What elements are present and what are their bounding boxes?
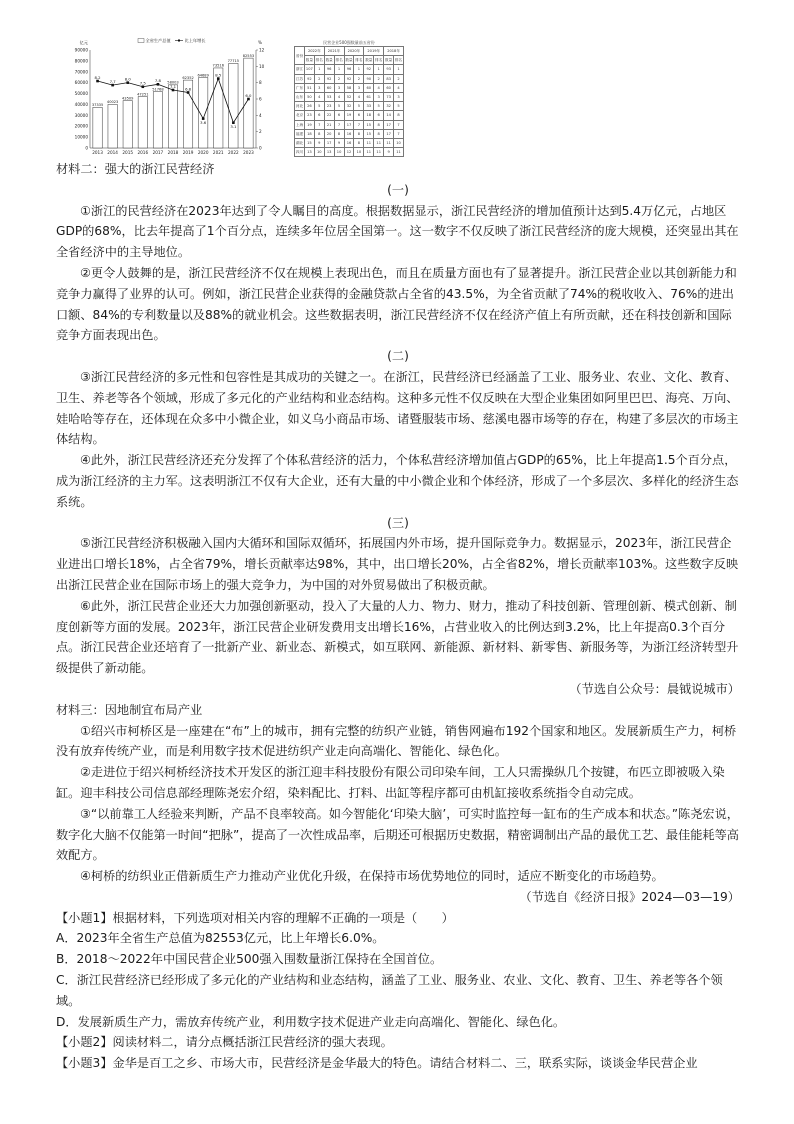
- left-tick-label: 20000: [74, 123, 88, 129]
- right-axis-unit: %: [258, 40, 262, 45]
- table-cell: 92: [364, 65, 374, 74]
- table-cell: 15: [364, 120, 374, 129]
- table-cell: 13: [304, 148, 314, 157]
- table-subheader-cell: 数量: [344, 56, 354, 65]
- table-cell: 8: [314, 129, 324, 138]
- growth-value-label: 3.6: [200, 119, 207, 125]
- table-cell: 10: [314, 148, 324, 157]
- table-subheader-cell: 数量: [364, 56, 374, 65]
- table-row: [295, 83, 404, 92]
- right-tick-label: 4: [259, 112, 262, 118]
- option-d: D．发展新质生产力，需放弃传统产业，利用数字技术促进产业走向高端化、智能化、绿色化。: [56, 1014, 566, 1029]
- material2-paragraph-2: ②更令人鼓舞的是，浙江民营经济不仅在规模上表现出色，而且在质量方面也有了显著提升。浙江民营企业以其创新能力和竞争力赢得了业界的认可。例如，浙江民营企业获得的金融贷款占全省的43.5%，为全省贡献了74%的税收收入、76%的进出口额、84%的专利数量以及88%的就业机会。这些数据表明，浙江民营经济不仅在经济产值上有所贡献，还在科技创新和国际竞争方面表现出色。: [56, 265, 737, 343]
- table-cell: 广东: [295, 83, 305, 92]
- table-header-cell: 省份: [295, 47, 305, 65]
- table-cell: 8: [394, 111, 404, 120]
- growth-value-label: 3.1: [230, 123, 237, 129]
- table-cell: 2: [334, 74, 344, 83]
- table-row: [295, 65, 404, 74]
- growth-point-2015: [126, 81, 129, 84]
- table-cell: 3: [334, 83, 344, 92]
- material2-paragraph-4: ④此外，浙江民营经济还充分发挥了个体私营经济的活力，个体私营经济增加值占GDP的65%，比上年提高1.5个百分点，成为浙江经济的主力军。这表明浙江不仅有大企业，还有大量的中小微企业和个体经济，形成了一个多层次、多样化的经济生态系统。: [56, 453, 739, 509]
- gdp-chart-svg: [62, 36, 274, 160]
- table-subheader-cell: 数量: [384, 56, 394, 65]
- table-cell: 4: [314, 92, 324, 101]
- legend-bar-label: 全省生产总值: [145, 38, 171, 44]
- table-cell: 福建: [295, 129, 305, 138]
- table-cell: 4: [394, 83, 404, 92]
- table-cell: 18: [304, 129, 314, 138]
- question-1: 【小题1】根据材料，下列选项对相关内容的理解不正确的一项是（ ）: [56, 910, 454, 925]
- bar-gdp-2017: [153, 92, 162, 148]
- enterprise-table-figure: [294, 40, 404, 158]
- table-cell: 51: [304, 83, 314, 92]
- table-cell: 32: [344, 102, 354, 111]
- left-tick-label: 90000: [74, 47, 88, 53]
- bar-gdp-2018: [168, 85, 177, 148]
- table-cell: 19: [304, 120, 314, 129]
- table-cell: 11: [374, 148, 384, 157]
- table-cell: 1: [374, 65, 384, 74]
- table-cell: 7: [334, 120, 344, 129]
- bar-gdp-2014: [108, 104, 117, 148]
- table-cell: 上海: [295, 120, 305, 129]
- growth-value-label: 7.1: [169, 83, 177, 89]
- table-cell: 92: [324, 74, 334, 83]
- table-cell: 9: [334, 138, 344, 147]
- table-cell: 7: [314, 120, 324, 129]
- table-header-cell: 2020年: [344, 47, 364, 56]
- legend-line-marker: [178, 40, 180, 42]
- table-subheader-cell: 排名: [314, 56, 324, 65]
- gdp-chart: [62, 36, 274, 160]
- table-cell: 16: [344, 129, 354, 138]
- table-cell: 11: [364, 148, 374, 157]
- left-tick-label: 40000: [74, 101, 88, 107]
- right-tick-label: 6: [259, 96, 262, 102]
- bar-gdp-2016: [138, 97, 147, 148]
- table-row: [295, 129, 404, 138]
- table-subheader-cell: 排名: [394, 56, 404, 65]
- table-subheader-cell: 数量: [324, 56, 334, 65]
- table-cell: 23: [324, 102, 334, 111]
- table-subheader-cell: 排名: [334, 56, 344, 65]
- table-cell: 8: [354, 129, 364, 138]
- x-tick-label: 2021: [212, 150, 224, 155]
- table-cell: 10: [354, 148, 364, 157]
- growth-value-label: 6.0: [245, 92, 252, 98]
- left-tick-label: 80000: [74, 58, 88, 64]
- right-tick-label: 2: [259, 129, 262, 135]
- table-cell: 1: [354, 65, 364, 74]
- growth-value-label: 7.5: [139, 80, 146, 86]
- section-1-marker: (一): [387, 182, 409, 197]
- left-tick-label: 60000: [74, 80, 88, 86]
- question-3: 【小题3】金华是百工之乡、市场大市，民营经济是金华最大的特色。请结合材料二、三，联系实际，谈谈金华民营企业: [56, 1056, 698, 1071]
- growth-point-2013: [96, 80, 99, 83]
- table-cell: 61: [364, 92, 374, 101]
- x-tick-label: 2019: [182, 150, 194, 155]
- material3-paragraph-4: ④柯桥的纺织业正借新质生产力推动产业优化升级，在保持市场优势地位的同时，适应不断变化的市场趋势。: [80, 869, 664, 884]
- table-cell: 5: [314, 102, 324, 111]
- table-header-cell: 2021年: [324, 47, 344, 56]
- growth-value-label: 7.7: [109, 78, 116, 84]
- bar-value-label: 77715: [227, 59, 240, 64]
- x-tick-label: 2020: [197, 150, 209, 155]
- table-cell: 5: [394, 102, 404, 111]
- table-row: [295, 148, 404, 157]
- table-row: [295, 111, 404, 120]
- table-body: [295, 65, 404, 157]
- bar-value-label: 43509: [122, 96, 134, 101]
- material3-paragraph-3: ③“以前靠工人经验来判断，产品不良率较高。如今智能化‘印染大脑’，可实时监控每一缸布的生产成本和状态。”陈尧宏说，数字化大脑不仅能第一时间“把脉”，提高了一次性成品率，后期还可根据历史数据，精密调制出产品的最优工艺、最佳能耗等高效配方。: [56, 806, 739, 863]
- table-cell: 96: [324, 65, 334, 74]
- growth-value-label: 7.8: [154, 78, 161, 84]
- table-cell: 17: [344, 120, 354, 129]
- table-cell: 73: [384, 92, 394, 101]
- table-subheader-row: [295, 56, 404, 65]
- x-tick-label: 2017: [152, 150, 164, 155]
- table-cell: 60: [364, 83, 374, 92]
- table-cell: 83: [384, 74, 394, 83]
- table-cell: 山东: [295, 92, 305, 101]
- table-cell: 湖北: [295, 138, 305, 147]
- table-cell: 北京: [295, 111, 305, 120]
- table-cell: 60: [384, 83, 394, 92]
- table-cell: 53: [324, 92, 334, 101]
- bar-value-label: 73516: [212, 63, 224, 68]
- table-cell: 6: [354, 111, 364, 120]
- table-cell: 9: [384, 148, 394, 157]
- table-subheader-cell: 排名: [374, 56, 384, 65]
- table-row: [295, 92, 404, 101]
- left-tick-label: 10000: [74, 134, 88, 140]
- x-tick-label: 2014: [107, 150, 118, 155]
- table-cell: 20: [324, 129, 334, 138]
- table-cell: 23: [304, 111, 314, 120]
- bar-value-label: 51768: [152, 87, 164, 92]
- growth-value-label: 6.8: [185, 86, 192, 92]
- table-cell: 13: [324, 148, 334, 157]
- table-cell: 4: [374, 83, 384, 92]
- table-cell: 10: [394, 138, 404, 147]
- table-cell: 17: [384, 129, 394, 138]
- table-cell: 5: [334, 102, 344, 111]
- table-cell: 22: [324, 111, 334, 120]
- table-row: [295, 120, 404, 129]
- growth-value-label: 8.0: [124, 76, 131, 82]
- left-tick-label: 70000: [74, 69, 88, 75]
- table-cell: 3: [314, 83, 324, 92]
- table-cell: 7: [354, 120, 364, 129]
- table-cell: 32: [384, 102, 394, 111]
- table-cell: 7: [394, 120, 404, 129]
- growth-point-2014: [111, 84, 114, 87]
- table-cell: 15: [364, 129, 374, 138]
- table-cell: 15: [304, 138, 314, 147]
- table-cell: 14: [384, 111, 394, 120]
- x-tick-label: 2022: [228, 150, 239, 155]
- x-tick-label: 2023: [243, 150, 254, 155]
- option-c: C．浙江民营经济已经形成了多元化的产业结构和业态结构，涵盖了工业、服务业、农业、文化、教育、卫生、养老等各个领域。: [56, 973, 723, 1008]
- legend-line-label: 比上年增长: [184, 38, 206, 44]
- bar-gdp-2013: [93, 107, 102, 148]
- table-cell: 6: [334, 111, 344, 120]
- table-cell: 四川: [295, 148, 305, 157]
- table-cell: 58: [344, 83, 354, 92]
- bar-value-label: 47251: [137, 92, 149, 97]
- section-2-marker: (二): [387, 349, 409, 364]
- table-cell: 12: [344, 148, 354, 157]
- bar-value-label: 64689: [197, 73, 209, 78]
- bar-gdp-2022: [229, 63, 238, 148]
- table-cell: 浙江: [295, 65, 305, 74]
- table-cell: 21: [324, 120, 334, 129]
- left-tick-label: 30000: [74, 112, 88, 118]
- table-cell: 96: [344, 65, 354, 74]
- table-header-row: [295, 47, 404, 56]
- x-tick-label: 2013: [92, 150, 103, 155]
- bar-value-label: 82553: [242, 53, 255, 58]
- table-cell: 9: [314, 138, 324, 147]
- table-cell: 4: [354, 92, 364, 101]
- section-3-marker: (三): [387, 515, 409, 530]
- table-cell: 60: [324, 83, 334, 92]
- table-cell: 33: [364, 102, 374, 111]
- table-cell: 5: [374, 102, 384, 111]
- table-cell: 10: [334, 148, 344, 157]
- bar-value-label: 40023: [106, 100, 119, 105]
- table-cell: 7: [394, 129, 404, 138]
- option-a: A．2023年全省生产总值为82553亿元，比上年增长6.0%。: [56, 931, 385, 946]
- table-cell: 93: [384, 65, 394, 74]
- growth-value-label: 8.5: [215, 72, 222, 78]
- option-b: B．2018～2022年中国民营企业500强入围数量浙江保持在全国首位。: [56, 952, 443, 967]
- table-row: [295, 74, 404, 83]
- table-cell: 8: [374, 120, 384, 129]
- table-cell: 1: [314, 65, 324, 74]
- table-cell: 11: [394, 148, 404, 157]
- table-cell: 90: [364, 74, 374, 83]
- table-cell: 6: [314, 111, 324, 120]
- material3-paragraph-1: ①绍兴市柯桥区是一座建在“布”上的城市，拥有完整的纺织产业链，销售网遍布192个国家和地区。发展新质生产力，柯桥没有放弃传统产业，而是利用数字技术促进纺织产业走向高端化、智能化、绿色化。: [56, 723, 737, 759]
- table-cell: 52: [344, 92, 354, 101]
- right-tick-label: 12: [259, 47, 265, 53]
- table-cell: 2: [314, 74, 324, 83]
- bar-gdp-2021: [214, 68, 223, 148]
- bar-gdp-2023: [244, 58, 253, 148]
- table-cell: 17: [324, 138, 334, 147]
- material2-paragraph-3: ③浙江民营经济的多元性和包容性是其成功的关键之一。在浙江，民营经济已经涵盖了工业、服务业、农业、文化、教育、卫生、养老等各个领域，形成了多元化的产业结构和业态结构。这种多元性不仅反映在大型企业集团如阿里巴巴、海亮、万向、娃哈哈等存在，还体现在众多中小微企业，如义乌小商品市场、诸暨服装市场、慈溪电器市场等的存在，构建了多层次的市场主体结构。: [56, 369, 739, 447]
- table-subheader-cell: 数量: [304, 56, 314, 65]
- table-row: [295, 102, 404, 111]
- growth-point-2019: [187, 91, 190, 94]
- table-cell: 92: [344, 74, 354, 83]
- right-tick-label: 10: [259, 63, 265, 69]
- x-tick-label: 2016: [137, 150, 149, 155]
- material2-paragraph-5: ⑤浙江民营经济积极融入国内大循环和国际双循环，拓展国内外市场，提升国际竞争力。数据显示，2023年，浙江民营企业进出口增长18%，占全省79%，增长贡献率达98%，其中，出口增长20%，占全省82%，增长贡献率103%。这些数字反映出浙江民营企业在国际市场上的强大竞争力，为中国的对外贸易做出了积极贡献。: [56, 536, 739, 592]
- table-cell: 2: [394, 74, 404, 83]
- bar-value-label: 58003: [167, 80, 179, 85]
- table-cell: 92: [304, 74, 314, 83]
- left-tick-label: 0: [85, 145, 88, 151]
- growth-value-label: 8.2: [94, 74, 101, 80]
- table-cell: 11: [364, 138, 374, 147]
- material2-heading: 材料二：强大的浙江民营经济: [56, 162, 215, 176]
- table-cell: 3: [374, 92, 384, 101]
- table-row: [295, 138, 404, 147]
- table-cell: 107: [304, 65, 314, 74]
- growth-point-2021: [217, 77, 220, 80]
- table-cell: 河北: [295, 102, 305, 111]
- bar-value-label: 62352: [182, 75, 194, 80]
- table-cell: 11: [374, 138, 384, 147]
- material3-heading: 材料三：因地制宜布局产业: [56, 702, 203, 717]
- table-subheader-cell: 排名: [354, 56, 364, 65]
- table-cell: 4: [334, 92, 344, 101]
- growth-point-2023: [247, 98, 250, 101]
- enterprise-table: [294, 46, 404, 157]
- table-cell: 1: [394, 65, 404, 74]
- table-cell: 19: [344, 111, 354, 120]
- table-cell: 50: [304, 92, 314, 101]
- x-tick-label: 2018: [167, 150, 179, 155]
- table-cell: 8: [354, 138, 364, 147]
- right-tick-label: 8: [259, 80, 262, 86]
- table-cell: 8: [334, 129, 344, 138]
- table-cell: 3: [394, 92, 404, 101]
- table-header-cell: 2018年: [384, 47, 404, 56]
- table-cell: 11: [384, 138, 394, 147]
- body-text: [56, 159, 740, 1074]
- table-cell: 6: [374, 111, 384, 120]
- table-header-cell: 2019年: [364, 47, 384, 56]
- table-cell: 17: [384, 120, 394, 129]
- table-header-cell: 2022年: [304, 47, 324, 56]
- table-cell: 26: [304, 102, 314, 111]
- table-cell: 3: [354, 83, 364, 92]
- material2-paragraph-6: ⑥此外，浙江民营企业还大力加强创新驱动，投入了大量的人力、物力、财力，推动了科技创新、管理创新、模式创新、制度创新等方面的发展。2023年，浙江民营企业研发费用支出增长16%，占营业收入的比例达到3.2%，比上年提高0.3个百分点。浙江民营企业还培育了一批新产业、新业态、新模式，如互联网、新能源、新材料、新零售、新服务等，为浙江经济转型升级提供了新动能。: [56, 598, 739, 676]
- table-cell: 江苏: [295, 74, 305, 83]
- growth-point-2017: [157, 83, 160, 86]
- x-tick-label: 2015: [122, 150, 134, 155]
- material3-source: （节选自《经济日报》2024—03—19）: [519, 889, 740, 904]
- table-cell: 16: [344, 138, 354, 147]
- table-cell: 5: [354, 102, 364, 111]
- left-tick-label: 50000: [74, 91, 88, 97]
- bar-gdp-2015: [123, 101, 132, 148]
- material2-source: （节选自公众号：晨钺说城市）: [569, 681, 740, 696]
- table-cell: 1: [334, 65, 344, 74]
- table-cell: 2: [354, 74, 364, 83]
- table-cell: 8: [374, 129, 384, 138]
- bar-value-label: 37335: [91, 103, 104, 108]
- question-2: 【小题2】阅读材料二，请分点概括浙江民营经济的强大表现。: [56, 1035, 393, 1050]
- growth-point-2016: [142, 85, 145, 88]
- legend-bar-swatch: [138, 39, 144, 43]
- material3-paragraph-2: ②走进位于绍兴柯桥经济技术开发区的浙江迎丰科技股份有限公司印染车间，工人只需操纵几个按键，布匹立即被吸入染缸。迎丰科技公司信息部经理陈尧宏介绍，染料配比、打料、出缸等程序都可由机缸接收系统指令自动完成。: [56, 765, 725, 800]
- right-tick-label: 0: [259, 145, 262, 151]
- table-cell: 2: [374, 74, 384, 83]
- material2-paragraph-1: ①浙江的民营经济在2023年达到了令人瞩目的高度。根据数据显示，浙江民营经济的增加值预计达到5.4万亿元，占地区GDP的68%，比去年提高了1个百分点，连续多年位居全国第一。这一数字不仅反映了浙江民营经济的庞大规模，还突显出其在全省经济中的主导地位。: [56, 203, 739, 260]
- left-axis-unit: 亿元: [79, 40, 88, 45]
- table-caption: 民营企业500强数量前五省份: [323, 40, 375, 45]
- table-cell: 18: [364, 111, 374, 120]
- growth-point-2018: [172, 89, 175, 92]
